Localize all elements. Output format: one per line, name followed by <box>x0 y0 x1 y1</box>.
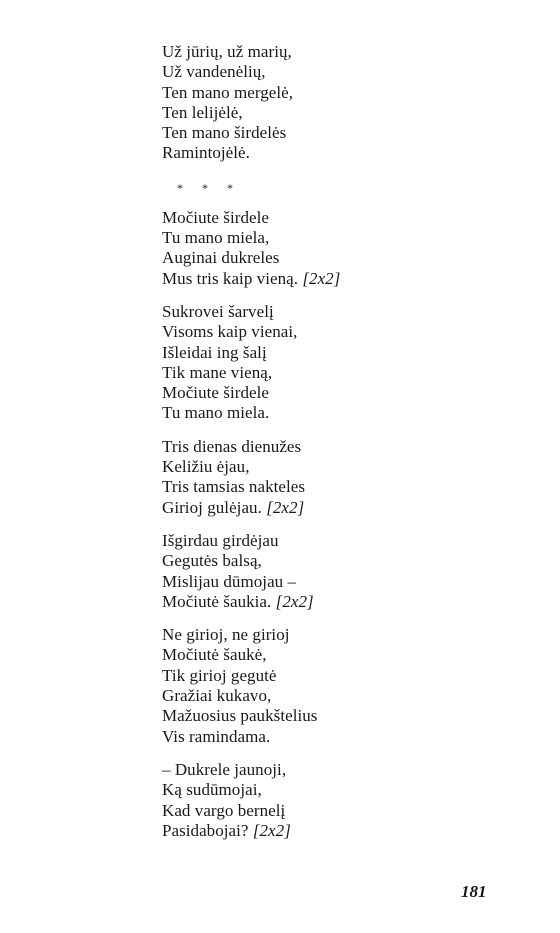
repeat-marker: [2x2] <box>302 268 341 288</box>
poem-line: Tik mane vieną, <box>162 362 273 382</box>
poem-line: Kad vargo bernelį <box>162 800 286 820</box>
line-text: Pasidabojai? <box>162 820 249 840</box>
line-text: Močiutė šaukia. <box>162 591 272 611</box>
stanza <box>162 302 502 424</box>
poem-line: Močiute širdele <box>162 207 269 227</box>
poem-line: Ramintojėlė. <box>162 143 250 163</box>
line-text: Mus tris kaip vieną. <box>162 268 299 288</box>
poem-line: Mislijau dūmojau – <box>162 571 297 591</box>
poem-line: Ne girioj, ne girioj <box>162 625 290 645</box>
poem-line: Tik girioj gegutė <box>162 665 277 685</box>
poem-line: Išgirdau girdėjau <box>162 530 279 550</box>
page-number: 181 <box>461 882 487 901</box>
poem-text <box>162 42 502 854</box>
stanza <box>162 42 502 164</box>
poem-line: Močiute širdele <box>162 383 269 403</box>
poem-line: Vis ramindama. <box>162 726 271 746</box>
poem-line: Ką sudūmojai, <box>162 780 262 800</box>
line-text: Girioj gulėjau. <box>162 497 262 517</box>
poem-line: Sukrovei šarvelį <box>162 301 274 321</box>
poem-line: Tu mano miela. <box>162 403 270 423</box>
poem-line: Išleidai ing šalį <box>162 342 267 362</box>
poem-line <box>162 269 502 289</box>
poem-line: Keližiu ėjau, <box>162 457 250 477</box>
stanza <box>162 625 502 747</box>
repeat-marker: [2x2] <box>266 497 305 517</box>
poem-line: Gegutės balsą, <box>162 551 262 571</box>
poem-line: – Dukrele jaunoji, <box>162 759 287 779</box>
poem-line: Mažuosius paukštelius <box>162 706 318 726</box>
stanza <box>162 531 502 612</box>
repeat-marker: [2x2] <box>275 591 314 611</box>
poem-line: Gražiai kukavo, <box>162 686 272 706</box>
stanza <box>162 437 502 518</box>
poem-line: Už jūrių, už marių, <box>162 42 292 61</box>
poem-line: Auginai dukreles <box>162 248 280 268</box>
poem-line <box>162 821 502 841</box>
poem-line: Už vandenėlių, <box>162 62 266 82</box>
poem-line: Tu mano miela, <box>162 228 270 248</box>
section-separator: * * * <box>177 180 241 195</box>
poem-line: Ten lelijėlė, <box>162 102 243 122</box>
poem-line: Močiutė šaukė, <box>162 645 267 665</box>
poem-line: Ten mano mergelė, <box>162 82 294 102</box>
poem-line: Ten mano širdelės <box>162 123 287 143</box>
repeat-marker: [2x2] <box>252 820 291 840</box>
poem-line: Tris dienas dienužes <box>162 436 302 456</box>
stanza <box>162 208 502 289</box>
stanza <box>162 760 502 841</box>
poem-line <box>162 498 502 518</box>
poem-line: Tris tamsias nakteles <box>162 477 306 497</box>
poem-line: Visoms kaip vienai, <box>162 322 298 342</box>
poem-line <box>162 592 502 612</box>
